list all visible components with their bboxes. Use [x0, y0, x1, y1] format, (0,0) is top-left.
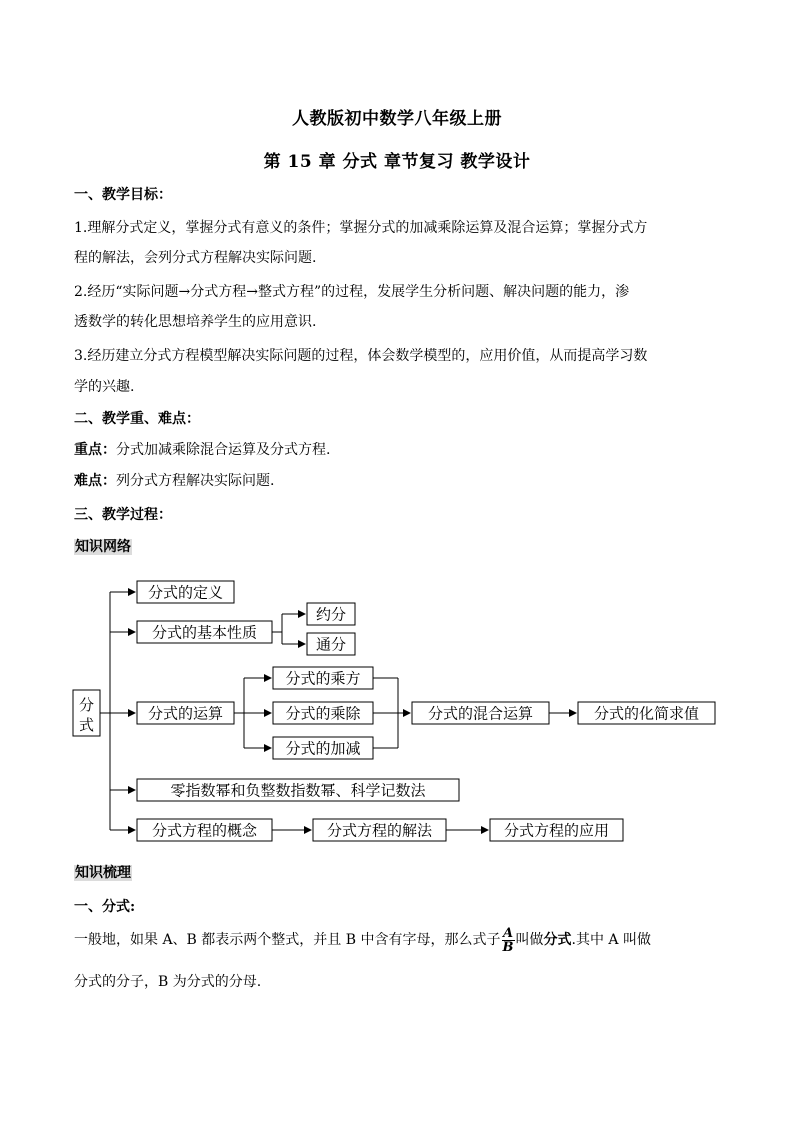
objective-2-line-2: 透数学的转化思想培养学生的应用意识. [74, 314, 317, 330]
fraction-definition-line-1: 一般地，如果 A、B 都表示两个整式，并且 B 中含有字母，那么式子 $\frac{A}{B}$ 叫做分式.其中 A 叫做 [74, 925, 651, 955]
power-label: 分式的乘方 [285, 669, 361, 688]
chapter-title: 第 15 章 分式 章节复习 教学设计 [263, 152, 531, 172]
basic-property-label: 分式的基本性质 [151, 623, 258, 642]
objective-1-line-2: 程的解法，会列分式方程解决实际问题. [74, 250, 317, 266]
objective-3-line-2: 学的兴趣. [74, 379, 135, 395]
fraction-a-over-b: $\frac{A}{B}$ [502, 925, 514, 955]
knowledge-network-diagram [0, 570, 794, 850]
key-point-text: 分式加减乘除混合运算及分式方程. [116, 442, 331, 458]
objective-2-line-1: 2.经历“实际问题→分式方程→整式方程”的过程，发展学生分析问题、解决问题的能力，渗 [74, 284, 630, 300]
equation-solution-label: 分式方程的解法 [326, 821, 433, 840]
root-label-2: 式 [78, 716, 95, 734]
teaching-process-heading: 三、教学过程： [74, 507, 172, 523]
equation-application-label: 分式方程的应用 [503, 821, 610, 840]
knowledge-review-label: 知识梳理 [75, 865, 131, 881]
definition-label: 分式的定义 [147, 583, 224, 602]
fraction-section-heading: 一、分式: [74, 899, 136, 915]
multiply-divide-label: 分式的乘除 [285, 704, 361, 723]
difficulty-point [74, 471, 724, 491]
fraction-definition-line-2: 分式的分子，B 为分式的分母. [74, 974, 262, 990]
key-point-label: 重点： [74, 442, 116, 458]
mixed-operations-label: 分式的混合运算 [427, 704, 534, 723]
reduce-label: 约分 [315, 605, 347, 624]
difficulty-text: 列分式方程解决实际问题. [116, 473, 275, 489]
equation-concept-label: 分式方程的概念 [151, 821, 258, 840]
knowledge-network-label: 知识网络 [75, 539, 131, 555]
operations-label: 分式的运算 [147, 704, 224, 723]
key-points-heading: 二、教学重、难点： [74, 411, 200, 427]
document-title: 人教版初中数学八年级上册 [292, 109, 502, 129]
objective-3-line-1: 3.经历建立分式方程模型解决实际问题的过程，体会数学模型的，应用价值，从而提高学习数 [74, 348, 648, 364]
objective-1-line-1: 1.理解分式定义，掌握分式有意义的条件；掌握分式的加减乘除运算及混合运算；掌握分式方 [74, 220, 648, 236]
teaching-objectives-heading: 一、教学目标： [74, 187, 172, 203]
key-point [74, 440, 724, 460]
root-label-1: 分 [78, 696, 95, 714]
exponents-label: 零指数幂和负整数指数幂、科学记数法 [170, 781, 426, 800]
common-denominator-label: 通分 [315, 635, 347, 654]
difficulty-label: 难点： [74, 473, 116, 489]
simplify-evaluate-label: 分式的化简求值 [593, 704, 700, 723]
add-subtract-label: 分式的加减 [285, 739, 361, 758]
